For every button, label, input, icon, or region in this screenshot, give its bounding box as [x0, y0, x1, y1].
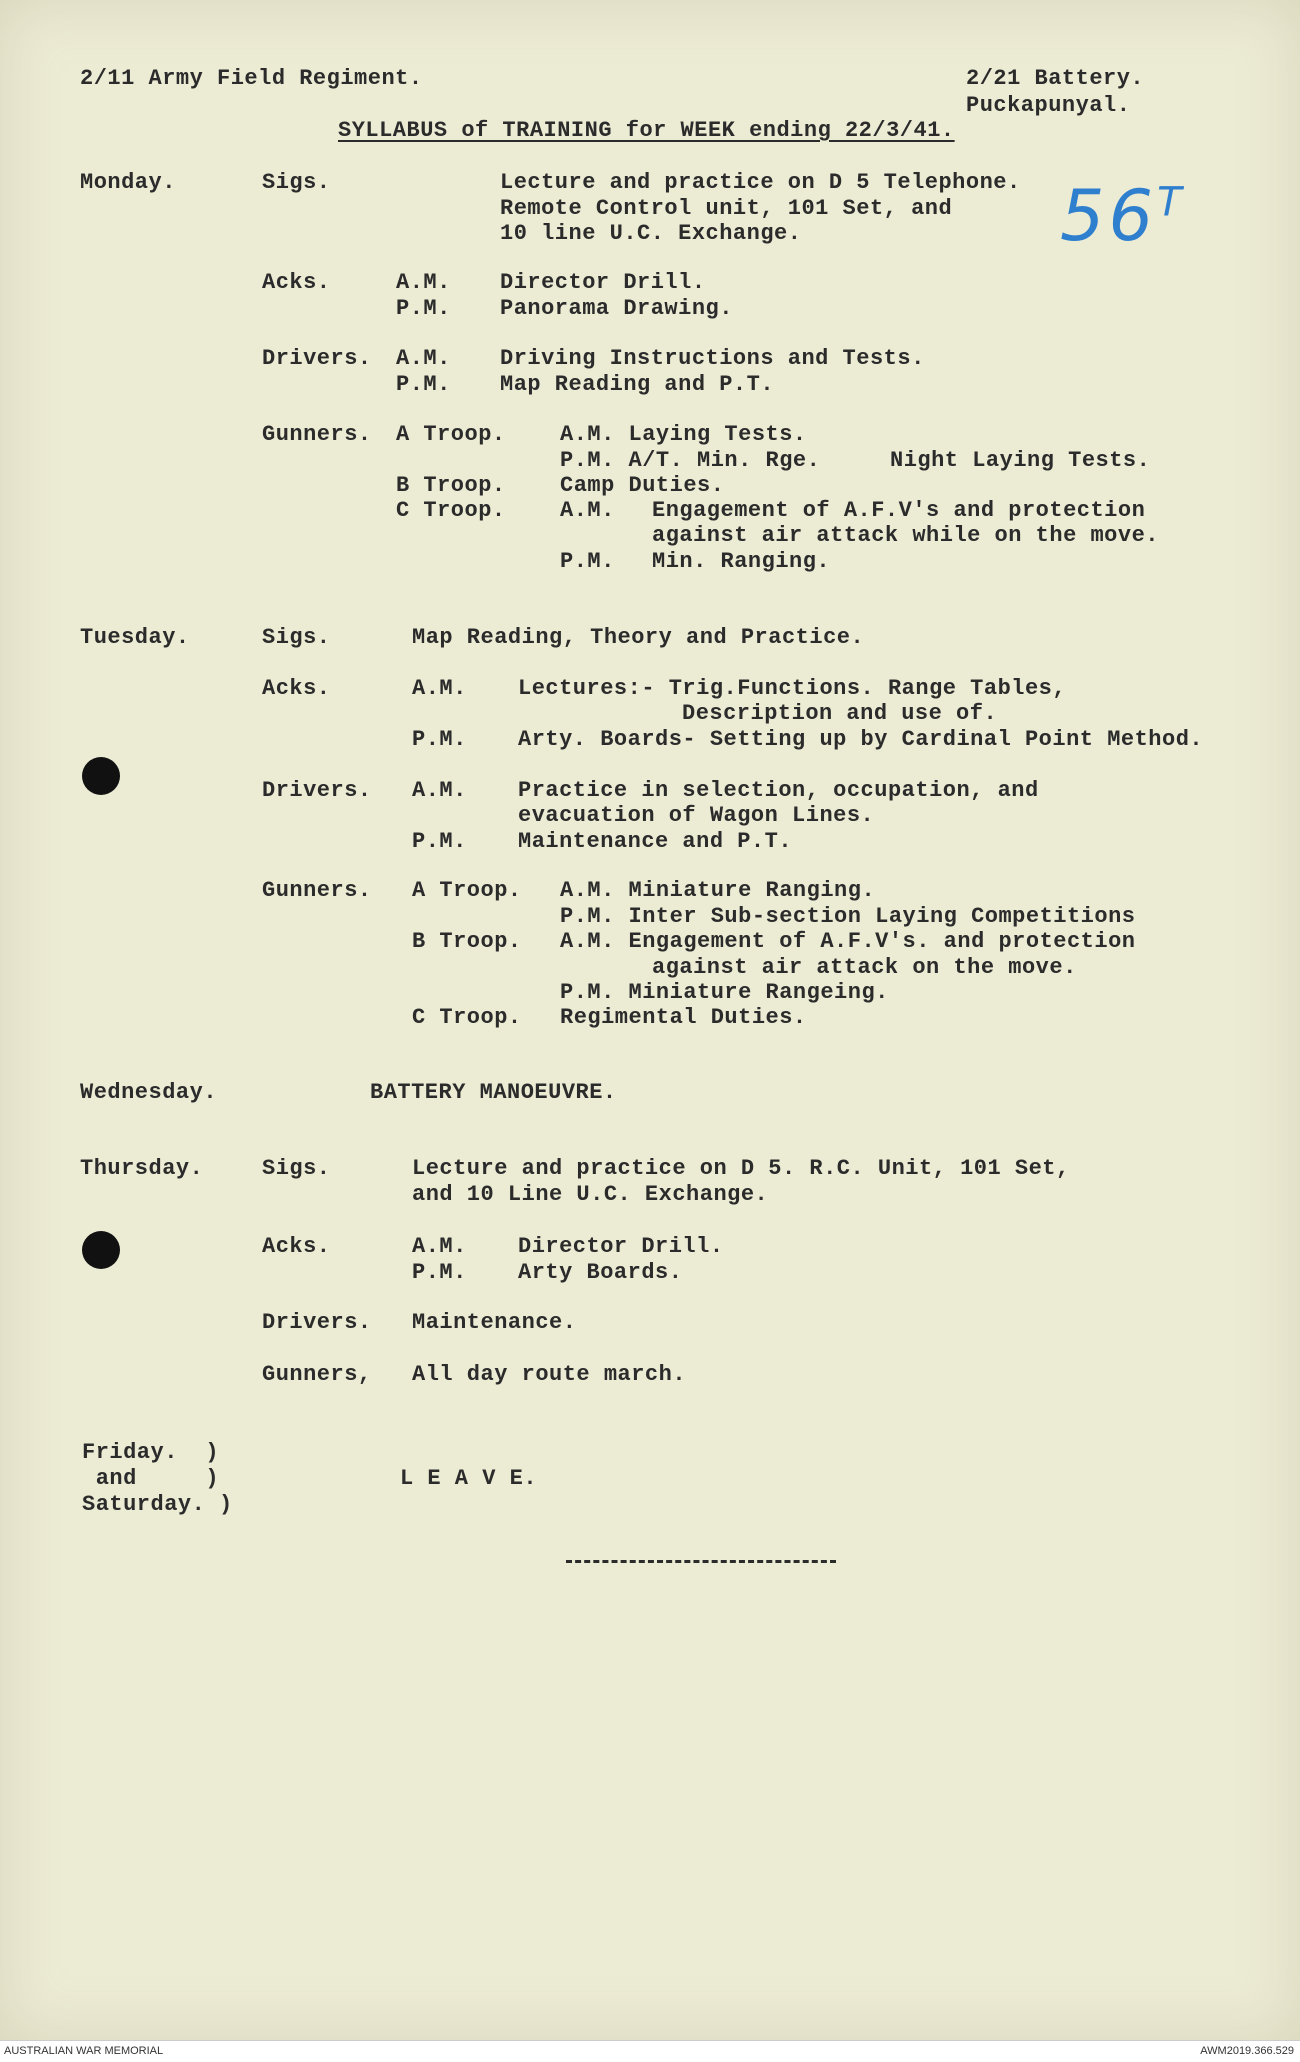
- tue-b-pm: P.M. Miniature Rangeing.: [560, 980, 889, 1005]
- mon-a-pm-extra: Night Laying Tests.: [890, 448, 1151, 473]
- closing-rule: [566, 1560, 836, 1566]
- tue-b-am-cont: against air attack on the move.: [652, 955, 1077, 980]
- day-saturday: Saturday. ): [82, 1492, 233, 1517]
- tue-acks-pm: P.M.: [412, 727, 467, 752]
- leave-text: L E A V E.: [400, 1466, 538, 1491]
- tue-c-troop: C Troop.: [412, 1005, 522, 1030]
- mon-acks-pm: P.M.: [396, 296, 451, 321]
- tue-acks-am-line: Lectures:- Trig.Functions. Range Tables,: [518, 676, 1067, 701]
- mon-drivers-label: Drivers.: [262, 346, 372, 371]
- mon-c-troop: C Troop.: [396, 498, 506, 523]
- tue-drivers-pm-text: Maintenance and P.T.: [518, 829, 793, 854]
- thu-drivers-label: Drivers.: [262, 1310, 372, 1335]
- archive-footer: [0, 2040, 1300, 2062]
- mon-sigs-line: Lecture and practice on D 5 Telephone.: [500, 170, 1021, 195]
- tue-drivers-pm: P.M.: [412, 829, 467, 854]
- handwritten-annotation: $56^T$: [1060, 175, 1186, 257]
- mon-c-pm: P.M.: [560, 549, 615, 574]
- mon-sigs-line: 10 line U.C. Exchange.: [500, 221, 802, 246]
- archive-name: AUSTRALIAN WAR MEMORIAL: [4, 2045, 164, 2057]
- mon-sigs-label: Sigs.: [262, 170, 331, 195]
- mon-gunners-label: Gunners.: [262, 422, 372, 447]
- tue-acks-am: A.M.: [412, 676, 467, 701]
- tue-a-pm: P.M. Inter Sub-section Laying Competitions: [560, 904, 1136, 929]
- thu-drivers-text: Maintenance.: [412, 1310, 577, 1335]
- punch-hole: [82, 757, 120, 795]
- thu-acks-am-text: Director Drill.: [518, 1234, 724, 1259]
- tue-c-text: Regimental Duties.: [560, 1005, 807, 1030]
- day-monday: Monday.: [80, 170, 176, 195]
- mon-b-text: Camp Duties.: [560, 473, 725, 498]
- thu-acks-pm: P.M.: [412, 1260, 467, 1285]
- location: Puckapunyal.: [966, 93, 1131, 118]
- thu-acks-pm-text: Arty Boards.: [518, 1260, 683, 1285]
- mon-acks-am: A.M.: [396, 270, 451, 295]
- regiment-name: 2/11 Army Field Regiment.: [80, 66, 423, 91]
- mon-c-am-line: Engagement of A.F.V's and protection: [652, 498, 1146, 523]
- mon-a-pm: P.M. A/T. Min. Rge.: [560, 448, 821, 473]
- tue-drivers-am: A.M.: [412, 778, 467, 803]
- tue-gunners-label: Gunners.: [262, 878, 372, 903]
- tue-acks-am-line: Description and use of.: [682, 701, 998, 726]
- mon-acks-pm-text: Panorama Drawing.: [500, 296, 733, 321]
- day-and: and ): [82, 1466, 220, 1491]
- mon-drivers-pm-text: Map Reading and P.T.: [500, 372, 775, 397]
- mon-a-am: A.M. Laying Tests.: [560, 422, 807, 447]
- thu-sigs-label: Sigs.: [262, 1156, 331, 1181]
- tue-acks-pm-text: Arty. Boards- Setting up by Cardinal Point Method.: [518, 727, 1204, 752]
- tue-drivers-am-line: Practice in selection, occupation, and: [518, 778, 1039, 803]
- mon-acks-label: Acks.: [262, 270, 331, 295]
- battery-name: 2/21 Battery.: [966, 66, 1145, 91]
- thu-acks-label: Acks.: [262, 1234, 331, 1259]
- wed-text: BATTERY MANOEUVRE.: [370, 1080, 617, 1105]
- mon-acks-am-text: Director Drill.: [500, 270, 706, 295]
- tue-drivers-label: Drivers.: [262, 778, 372, 803]
- mon-c-am: A.M.: [560, 498, 615, 523]
- punch-hole: [82, 1231, 120, 1269]
- day-friday: Friday. ): [82, 1440, 220, 1465]
- thu-sigs-line: Lecture and practice on D 5. R.C. Unit, 101 Set,: [412, 1156, 1070, 1181]
- tue-sigs-text: Map Reading, Theory and Practice.: [412, 625, 865, 650]
- tue-b-am: A.M. Engagement of A.F.V's. and protection: [560, 929, 1136, 954]
- tue-a-troop: A Troop.: [412, 878, 522, 903]
- mon-b-troop: B Troop.: [396, 473, 506, 498]
- day-thursday: Thursday.: [80, 1156, 204, 1181]
- thu-gunners-text: All day route march.: [412, 1362, 687, 1387]
- mon-drivers-am: A.M.: [396, 346, 451, 371]
- tue-a-am: A.M. Miniature Ranging.: [560, 878, 876, 903]
- mon-drivers-pm: P.M.: [396, 372, 451, 397]
- tue-acks-label: Acks.: [262, 676, 331, 701]
- tue-b-troop: B Troop.: [412, 929, 522, 954]
- mon-c-am-line: against air attack while on the move.: [652, 523, 1159, 548]
- mon-c-pm-text: Min. Ranging.: [652, 549, 831, 574]
- mon-a-troop: A Troop.: [396, 422, 506, 447]
- tue-drivers-am-line: evacuation of Wagon Lines.: [518, 803, 875, 828]
- thu-gunners-label: Gunners,: [262, 1362, 372, 1387]
- day-wednesday: Wednesday.: [80, 1080, 218, 1105]
- tue-sigs-label: Sigs.: [262, 625, 331, 650]
- thu-sigs-line: and 10 Line U.C. Exchange.: [412, 1182, 769, 1207]
- archive-reference: AWM2019.366.529: [1200, 2045, 1294, 2057]
- page-title: SYLLABUS of TRAINING for WEEK ending 22/3/41.: [338, 118, 955, 143]
- thu-acks-am: A.M.: [412, 1234, 467, 1259]
- day-tuesday: Tuesday.: [80, 625, 190, 650]
- mon-drivers-am-text: Driving Instructions and Tests.: [500, 346, 925, 371]
- mon-sigs-line: Remote Control unit, 101 Set, and: [500, 196, 953, 221]
